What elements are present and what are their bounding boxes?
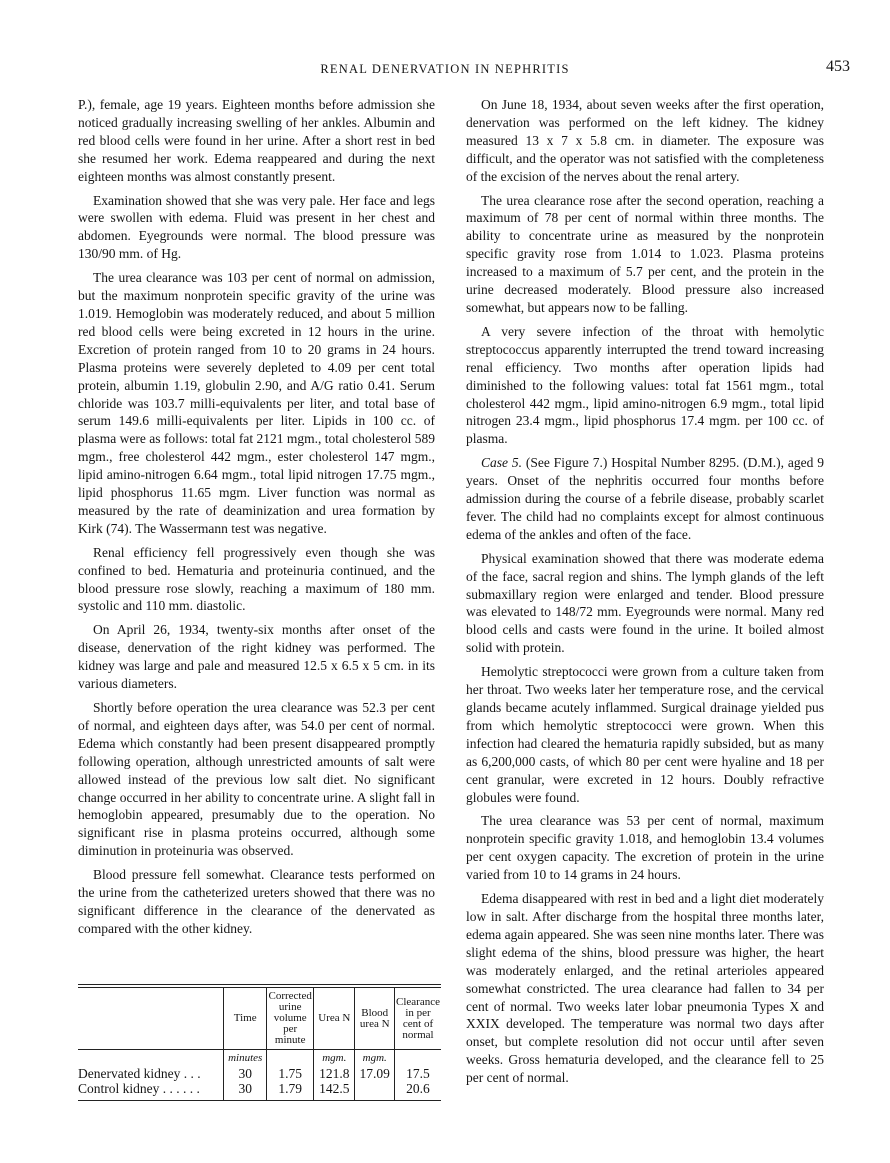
paragraph: Shortly before operation the urea clearance was 52.3 per cent of normal, and eighteen days after, was 54.0 per cent of normal. Edema which constantly had been present disappeared promptly following operation, although unrestricted amounts of salt were allowed instead of the previous low salt diet. No significant change occurred in her ability to concentrate urine. A slight fall in hemoglobin appeared, presumably due to the operation. No significant rise in plasma proteins occurred, although some diminution in proteinuria was observed. bbox=[78, 700, 435, 859]
cell-urea-n: 121.8 bbox=[314, 1066, 355, 1081]
cell-blood-urea-n: 17.09 bbox=[355, 1066, 395, 1081]
table-header-blood-urea-n: Blood urea N bbox=[355, 988, 395, 1050]
table-unit-clearance bbox=[394, 1050, 441, 1067]
table-header-urea-n: Urea N bbox=[314, 988, 355, 1050]
paragraph: Hemolytic streptococci were grown from a culture taken from her throat. Two weeks later her temperature rose, and the cervical glands became acutely inflammed. Surgical drainage yielded pus from which hemolytic streptococci were grown. When this infection had cleared the hematuria rapidly subsided, but as many as 6,200,000 casts, of which 80 per cent were hyaline and 18 per cent granular, were excreted in 12 hours. Doubly refractive globules were found. bbox=[466, 664, 824, 805]
cell-urea-n: 142.5 bbox=[314, 1081, 355, 1101]
page-number: 453 bbox=[826, 58, 850, 75]
table-row bbox=[78, 1081, 441, 1101]
cell-clearance: 20.6 bbox=[394, 1081, 441, 1101]
paragraph: The urea clearance was 53 per cent of normal, maximum nonprotein specific gravity 1.018, and hemoglobin 13.4 volumes per cent oxygen capacity. The excretion of protein in the urine varied from 10 to 14 grams in 24 hours. bbox=[466, 813, 824, 883]
table-header-volume: Corrected urine volume per minute bbox=[267, 988, 314, 1050]
running-title: RENAL DENERVATION IN NEPHRITIS bbox=[320, 62, 570, 76]
case-5-label: Case 5. bbox=[481, 455, 522, 471]
case-5-paragraph bbox=[466, 454, 824, 544]
paragraph: The urea clearance was 103 per cent of normal on admission, but the maximum nonprotein specific gravity of the urine was 1.019. Hemoglobin was moderately reduced, and about 5 million red blood cells were being excreted in 12 hours in the urine. Excretion of protein ranged from 10 to 20 grams in 24 hours. Plasma proteins were severely depleted to 4.09 per cent total protein, albumin 1.19, globulin 2.90, and A/G ratio 0.41. Serum chloride was 103.7 milli-equivalents per liter, and total base of serum 149.6 milli-equivalents per liter. Lipids in 100 cc. of plasma were as follows: total fat 2121 mgm., total cholesterol 589 mgm., free cholesterol 442 mgm., ester cholesterol 147 mgm., lipid amino-nitrogen 6.64 mgm., total lipid nitrogen 17.75 mgm., lipid phosphorus 11.65 mgm. Liver function was normal as measured by the rate of deaminization and urea formation by Kirk (74). The Wassermann test was negative. bbox=[78, 270, 435, 536]
table-header-time: Time bbox=[224, 988, 267, 1050]
table-header-clearance: Clearance in per cent of normal bbox=[394, 988, 441, 1050]
paragraph: A very severe infection of the throat with hemolytic streptococcus apparently interrupted the trend toward increasing renal efficiency. Two months after operation lipids had diminished to the following values: total fat 1561 mgm., total cholesterol 442 mgm., lipid amino-nitrogen 6.9 mgm., total lipid nitrogen 23.4 mgm., lipid phosphorus 17.4 mgm. per 100 cc. of plasma. bbox=[466, 323, 824, 447]
table-unit-blood-urea-n: mgm. bbox=[355, 1050, 395, 1067]
cell-volume: 1.79 bbox=[267, 1081, 314, 1101]
row-label: Control kidney . . . . . . bbox=[78, 1081, 224, 1101]
cell-time: 30 bbox=[224, 1066, 267, 1081]
table-header-stub bbox=[78, 988, 224, 1050]
paragraph: Edema disappeared with rest in bed and a light diet moderately low in salt. After discharge from the hospital three months later, edema again appeared. She was seen nine months later. There was slight edema of the shins, blood pressure was higher, the heart was moderately enlarged, and the retinal arterioles appeared somewhat constricted. The urea clearance had fallen to 34 per cent of normal. Two weeks later lobar pneumonia Types X and XXIX developed. The temperature was normal two days after onset, but complete resolution did not occur until after seven weeks. Gross hematuria developed, and the clearance fell to 25 per cent of normal. bbox=[466, 891, 824, 1086]
paragraph: Renal efficiency fell progressively even though she was confined to bed. Hematuria and proteinuria continued, and the blood pressure rose slowly, reaching a maximum of 180 mm. systolic and 110 mm. diastolic. bbox=[78, 544, 435, 614]
running-header bbox=[0, 58, 890, 82]
table-unit-volume bbox=[267, 1050, 314, 1067]
cell-clearance: 17.5 bbox=[394, 1066, 441, 1081]
left-column bbox=[78, 96, 435, 944]
paragraph: On April 26, 1934, twenty-six months after onset of the disease, denervation of the right kidney was performed. The kidney was large and pale and measured 12.5 x 6.5 x 5 cm. in its various diameters. bbox=[78, 622, 435, 692]
paragraph: Examination showed that she was very pale. Her face and legs were swollen with edema. Fluid was present in her chest and abdomen. Eyegrounds were normal. The blood pressure was 130/90 mm. of Hg. bbox=[78, 192, 435, 262]
clearance-table bbox=[78, 984, 441, 1101]
paragraph: On June 18, 1934, about seven weeks after the first operation, denervation was performed on the left kidney. The kidney measured 13 x 7 x 5.8 cm. in diameter. The exposure was difficult, and the operator was not satisfied with the completeness of the excision of the nerves about the renal artery. bbox=[466, 97, 824, 184]
cell-time: 30 bbox=[224, 1081, 267, 1101]
table-header-row bbox=[78, 988, 441, 1050]
table-units-row bbox=[78, 1050, 441, 1067]
paragraph: The urea clearance rose after the second operation, reaching a maximum of 78 per cent of normal within three months. The ability to concentrate urine as measured by the nonprotein specific gravity rose from 1.014 to 1.023. Plasma proteins increased to a maximum of 5.7 per cent, and the protein in the urine decreased moderately. Blood pressure also increased somewhat, but appears now to be falling. bbox=[466, 192, 824, 315]
case-5-text: (See Figure 7.) Hospital Number 8295. (D.M.), aged 9 years. Onset of the nephritis occurred four months before admission during the course of a febrile disease, probably scarlet fever. The child had no complaints except for almost continuous edema of the ankles and often of the face. bbox=[466, 455, 824, 542]
table-unit-stub bbox=[78, 1050, 224, 1067]
clearance-data-table bbox=[78, 988, 441, 1101]
table-row bbox=[78, 1066, 441, 1081]
row-label: Denervated kidney . . . bbox=[78, 1066, 201, 1081]
cell-blood-urea-n bbox=[355, 1081, 395, 1101]
right-column bbox=[466, 96, 824, 1093]
cell-volume: 1.75 bbox=[267, 1066, 314, 1081]
paragraph: P.), female, age 19 years. Eighteen months before admission she noticed gradually increasing swelling of her ankles. Albumin and red blood cells were found in her urine. After a short rest in bed she resumed her work. Edema reappeared and during the next eighteen months was almost constantly present. bbox=[78, 97, 435, 184]
table-unit-time: minutes bbox=[224, 1050, 267, 1067]
table-unit-urea-n: mgm. bbox=[314, 1050, 355, 1067]
paragraph: Blood pressure fell somewhat. Clearance tests performed on the urine from the catheterized ureters showed that there was no significant difference in the clearance of the denervated as compared with the other kidney. bbox=[78, 867, 435, 936]
paragraph: Physical examination showed that there was moderate edema of the face, sacral region and shins. The lymph glands of the left submaxillary region were enlarged and tender. Blood pressure was elevated to 148/72 mm. Eyegrounds were normal. Many red blood cells and casts were found in the urine. It boiled almost solid with protein. bbox=[466, 550, 824, 656]
